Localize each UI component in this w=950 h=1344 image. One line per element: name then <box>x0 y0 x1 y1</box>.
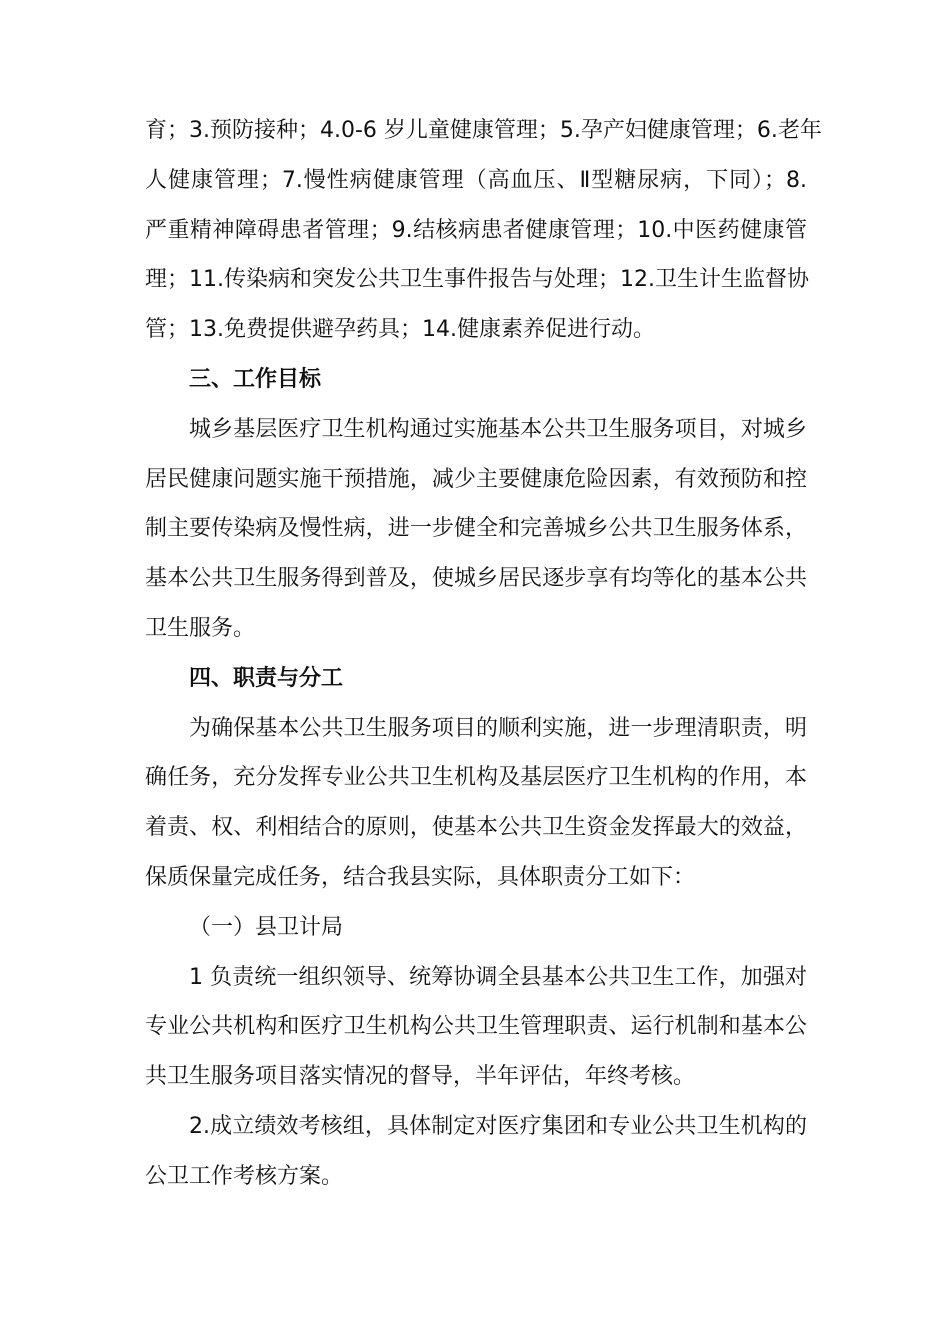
text-line: 基本公共卫生服务得到普及，使城乡居民逐步享有均等化的基本公共 <box>145 566 807 592</box>
text-line: 为确保基本公共卫生服务项目的顺利实施，进一步理清职责，明 <box>189 715 807 741</box>
text-line: 公卫工作考核方案。 <box>145 1163 344 1189</box>
text-line: 城乡基层医疗卫生机构通过实施基本公共卫生服务项目，对城乡 <box>189 416 807 442</box>
section-heading: 三、工作目标 <box>189 366 322 392</box>
subsection-heading: （一）县卫计局 <box>189 914 344 940</box>
text-line: 保质保量完成任务，结合我县实际，具体职责分工如下： <box>145 864 696 890</box>
text-line: 卫生服务。 <box>145 615 256 641</box>
text-line: 管；13.免费提供避孕药具；14.健康素养促进行动。 <box>145 317 655 343</box>
text-line: 人健康管理；7.慢性病健康管理（高血压、Ⅱ型糖尿病，下同）；8. <box>145 167 807 193</box>
text-line: 制主要传染病及慢性病，进一步健全和完善城乡公共卫生服务体系， <box>145 516 807 542</box>
document-page <box>145 106 822 1202</box>
text-line: 理；11.传染病和突发公共卫生事件报告与处理；12.卫生计生监督协 <box>145 267 809 293</box>
text-line: 育；3.预防接种；4.0-6 岁儿童健康管理；5.孕产妇健康管理；6.老年 <box>145 118 822 143</box>
section-heading: 四、职责与分工 <box>189 665 344 691</box>
text-line: 严重精神障碍患者管理；9.结核病患者健康管理；10.中医药健康管 <box>145 217 807 243</box>
text-line: 2.成立绩效考核组，具体制定对医疗集团和专业公共卫生机构的 <box>189 1113 807 1139</box>
text-line: 共卫生服务项目落实情况的督导，半年评估，年终考核。 <box>145 1064 696 1090</box>
text-line: 1 负责统一组织领导、统筹协调全县基本公共卫生工作，加强对 <box>189 964 807 990</box>
text-line: 居民健康问题实施干预措施，减少主要健康危险因素，有效预防和控 <box>145 466 807 492</box>
text-line: 着责、权、利相结合的原则，使基本公共卫生资金发挥最大的效益， <box>145 815 807 841</box>
text-line: 专业公共机构和医疗卫生机构公共卫生管理职责、运行机制和基本公 <box>145 1014 807 1040</box>
text-line: 确任务，充分发挥专业公共卫生机构及基层医疗卫生机构的作用，本 <box>145 765 807 791</box>
